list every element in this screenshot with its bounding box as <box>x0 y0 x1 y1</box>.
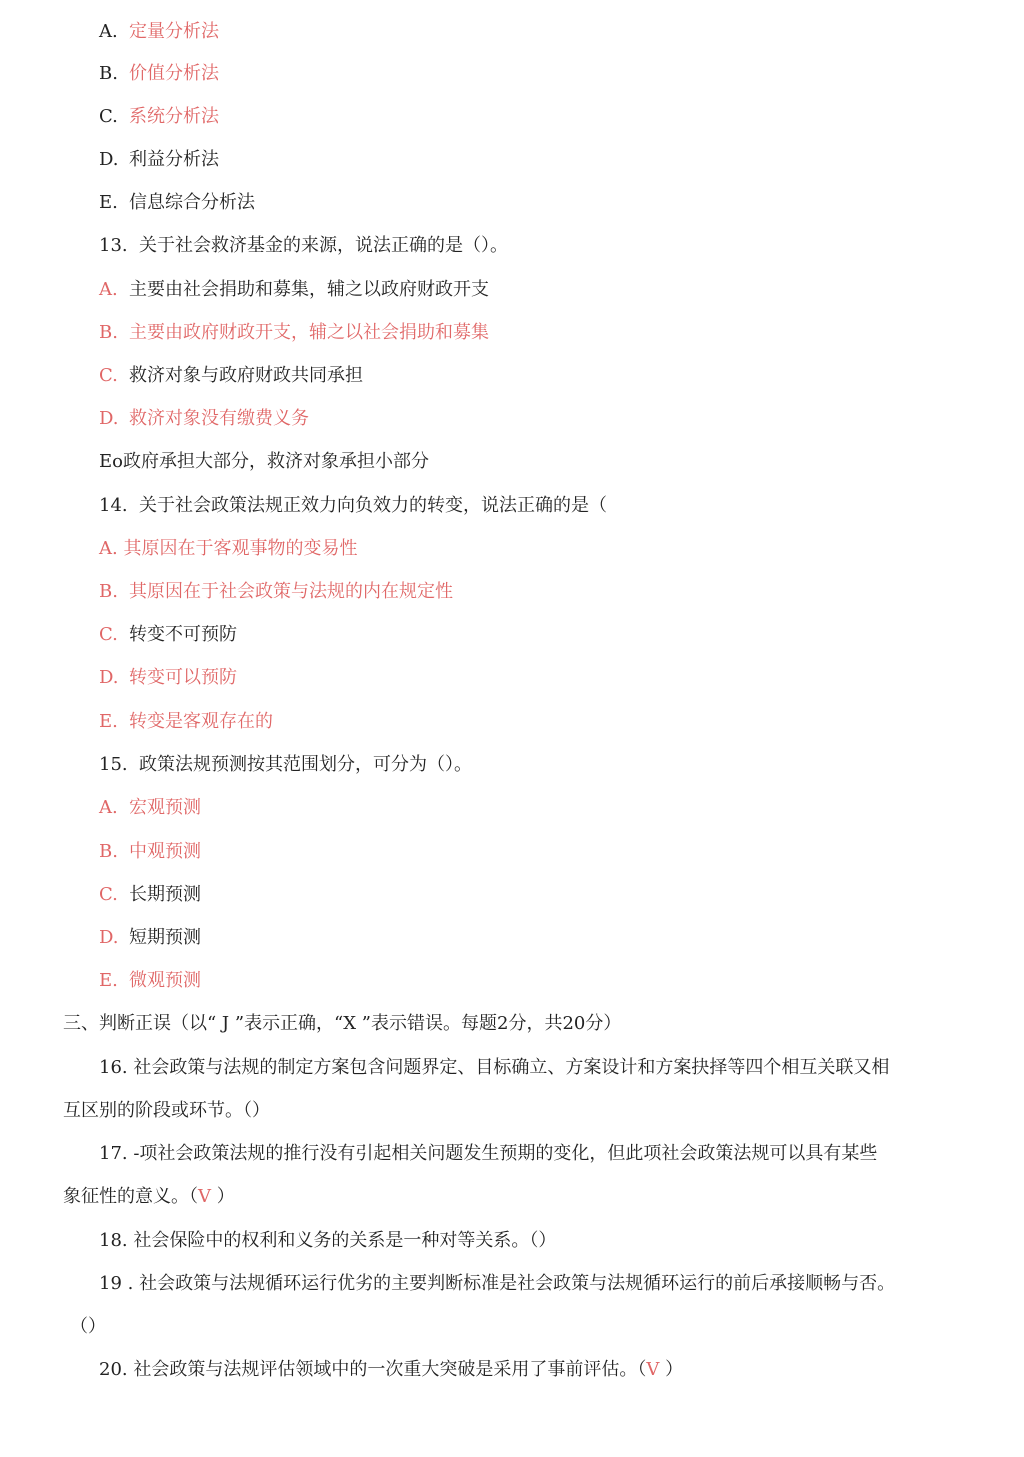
q15-stem <box>99 753 472 777</box>
option-letter: B. <box>99 581 118 602</box>
q12-option-a <box>99 20 219 44</box>
q14-option-e <box>99 710 273 734</box>
option-text: 长期预测 <box>129 884 201 905</box>
option-text: 转变不可预防 <box>129 624 237 645</box>
q13-option-b <box>99 321 489 345</box>
option-letter: A. <box>99 797 118 818</box>
option-text: 主要由社会捐助和募集，辅之以政府财政开支 <box>129 279 489 300</box>
q15-option-d <box>99 926 201 950</box>
option-text: 主要由政府财政开支，辅之以社会捐助和募集 <box>129 322 489 343</box>
question-number: 13. <box>99 235 128 256</box>
q19-line1: 19 . 社会政策与法规循环运行优劣的主要判断标准是社会政策与法规循环运行的前后承接顺畅与否。 <box>99 1273 896 1294</box>
q13-option-a <box>99 278 489 302</box>
option-text: 转变可以预防 <box>129 667 237 688</box>
option-letter: D. <box>99 149 119 170</box>
q17-line1: 17. -项社会政策法规的推行没有引起相关问题发生预期的变化，但此项社会政策法规可以具有某些 <box>99 1143 878 1164</box>
option-text: 利益分析法 <box>129 149 219 170</box>
option-letter: D. <box>99 927 119 948</box>
option-text: A. 其原因在于客观事物的变易性 <box>99 538 358 559</box>
q20-close: ） <box>659 1359 684 1380</box>
q19-line2: （） <box>70 1316 106 1337</box>
q15-option-a <box>99 796 201 820</box>
q14-option-b <box>99 580 453 604</box>
q14-option-c <box>99 623 237 647</box>
q12-option-e <box>99 191 255 215</box>
section-title: 三、判断正误（以“ J ”表示正确，“X ”表示错误。每题2分，共20分） <box>63 1013 622 1034</box>
q12-option-d <box>99 148 219 172</box>
q15-option-c <box>99 883 201 907</box>
option-letter: E. <box>99 711 118 732</box>
question-number: 14. <box>99 495 128 516</box>
q17-close: ） <box>211 1186 235 1207</box>
q14-option-a <box>99 537 357 561</box>
question-number: 15. <box>99 754 128 775</box>
option-letter: B. <box>99 841 118 862</box>
q12-option-c <box>99 105 219 129</box>
option-text: 微观预测 <box>129 970 201 991</box>
option-text: 中观预测 <box>129 841 201 862</box>
question-stem: 政策法规预测按其范围划分，可分为（）。 <box>139 754 472 775</box>
q13-stem <box>99 234 508 258</box>
option-text: 救济对象没有缴费义务 <box>129 408 309 429</box>
option-letter: B. <box>99 322 118 343</box>
question-stem: 关于社会政策法规正效力向负效力的转变，说法正确的是（ <box>139 495 607 516</box>
option-text: 其原因在于社会政策与法规的内在规定性 <box>129 581 453 602</box>
option-letter: C. <box>99 365 118 386</box>
answer-mark: V <box>646 1359 660 1380</box>
option-text: 转变是客观存在的 <box>129 711 273 732</box>
q16-line2: 互区别的阶段或环节。（） <box>63 1100 270 1121</box>
option-letter: A. <box>99 21 118 42</box>
option-text: 短期预测 <box>129 927 201 948</box>
q16-line1: 16. 社会政策与法规的制定方案包含问题界定、目标确立、方案设计和方案抉择等四个相互关联又相 <box>99 1057 890 1078</box>
option-letter: C. <box>99 106 118 127</box>
q14-option-d <box>99 666 237 690</box>
option-letter: C. <box>99 884 118 905</box>
q14-stem <box>99 494 607 518</box>
option-letter: B. <box>99 63 118 84</box>
option-text: 系统分析法 <box>129 106 219 127</box>
option-text: 救济对象与政府财政共同承担 <box>129 365 363 386</box>
question-stem: 关于社会救济基金的来源，说法正确的是（）。 <box>139 235 508 256</box>
option-letter: D. <box>99 667 119 688</box>
option-letter: E. <box>99 192 118 213</box>
q20 <box>99 1358 683 1382</box>
q13-option-e <box>99 450 429 474</box>
q18: 18. 社会保险中的权利和义务的关系是一种对等关系。（） <box>99 1230 557 1251</box>
q12-option-b <box>99 62 219 86</box>
option-letter: A. <box>99 279 118 300</box>
q20-text: 20. 社会政策与法规评估领域中的一次重大突破是采用了事前评估。（ <box>99 1359 647 1380</box>
option-letter: D. <box>99 408 119 429</box>
option-letter: E. <box>99 970 118 991</box>
option-text: 定量分析法 <box>129 21 219 42</box>
q15-option-e <box>99 969 201 993</box>
q17-line2 <box>63 1185 235 1209</box>
option-text: Eo政府承担大部分，救济对象承担小部分 <box>99 451 429 472</box>
option-text: 信息综合分析法 <box>129 192 255 213</box>
answer-mark: V <box>198 1186 211 1207</box>
option-text: 价值分析法 <box>129 63 219 84</box>
option-text: 宏观预测 <box>129 797 201 818</box>
q13-option-c <box>99 364 363 388</box>
q17-text: 象征性的意义。（ <box>63 1186 198 1207</box>
q13-option-d <box>99 407 309 431</box>
q15-option-b <box>99 840 201 864</box>
option-letter: C. <box>99 624 118 645</box>
